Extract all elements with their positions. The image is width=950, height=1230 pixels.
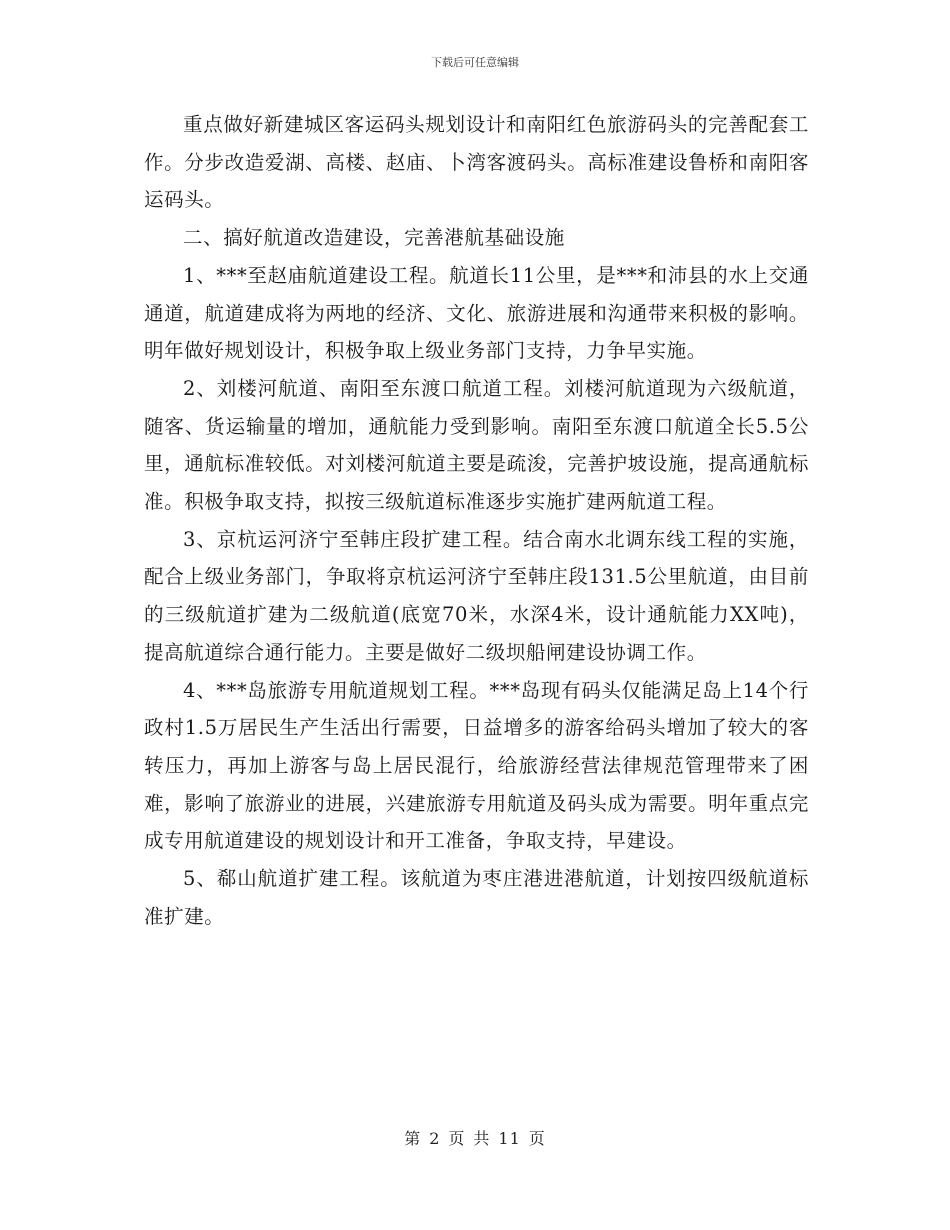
total-prefix: 共: [473, 1129, 491, 1148]
paragraph-wharf-construction: 重点做好新建城区客运码头规划设计和南阳红色旅游码头的完善配套工作。分步改造爱湖、高楼、赵庙、卜湾客渡码头。高标准建设鲁桥和南阳客运码头。: [144, 113, 809, 212]
paragraph-item-5: 5、郗山航道扩建工程。该航道为枣庄港进港航道，计划按四级航道标准扩建。: [144, 867, 809, 928]
section-heading-waterway: 二、搞好航道改造建设，完善港航基础设施: [183, 226, 565, 250]
paragraph-item-1: 1、***至赵庙航道建设工程。航道长11公里，是***和沛县的水上交通通道，航道建成将为两地的经济、文化、旅游进展和沟通带来积极的影响。明年做好规划设计，积极争取上级业务部门支持，力争早实施。: [144, 263, 809, 363]
total-unit: 页: [528, 1129, 546, 1148]
page-footer: [0, 1126, 950, 1149]
page-header: 下载后可任意编辑: [431, 56, 519, 69]
page-prefix: 第: [404, 1129, 422, 1148]
paragraph-item-2: 2、刘楼河航道、南阳至东渡口航道工程。刘楼河航道现为六级航道，随客、货运输量的增加，通航能力受到影响。南阳至东渡口航道全长5.5公里，通航标准较低。对刘楼河航道主要是疏浚，完善护坡设施，提高通航标准。积极争取支持，拟按三级航道标准逐步实施扩建两航道工程。: [144, 376, 809, 514]
page-unit: 页: [448, 1129, 466, 1148]
paragraph-item-3: 3、京杭运河济宁至韩庄段扩建工程。结合南水北调东线工程的实施，配合上级业务部门，争取将京杭运河济宁至韩庄段131.5公里航道，由目前的三级航道扩建为二级航道(底宽70米，水深4米，设计通航能力XX吨)，提高航道综合通行能力。主要是做好二级坝船闸建设协调工作。: [144, 527, 809, 664]
paragraph-item-4: 4、***岛旅游专用航道规划工程。***岛现有码头仅能满足岛上14个行政村1.5万居民生产生活出行需要，日益增多的游客给码头增加了较大的客转压力，再加上游客与岛上居民混行，给旅游经营法律规范管理带来了困难，影响了旅游业的进展，兴建旅游专用航道及码头成为需要。明年重点完成专用航道建设的规划设计和开工准备，争取支持，早建设。: [144, 678, 809, 853]
page-number: 2: [429, 1129, 441, 1148]
total-pages: 11: [498, 1129, 521, 1148]
document-body: [144, 106, 809, 935]
